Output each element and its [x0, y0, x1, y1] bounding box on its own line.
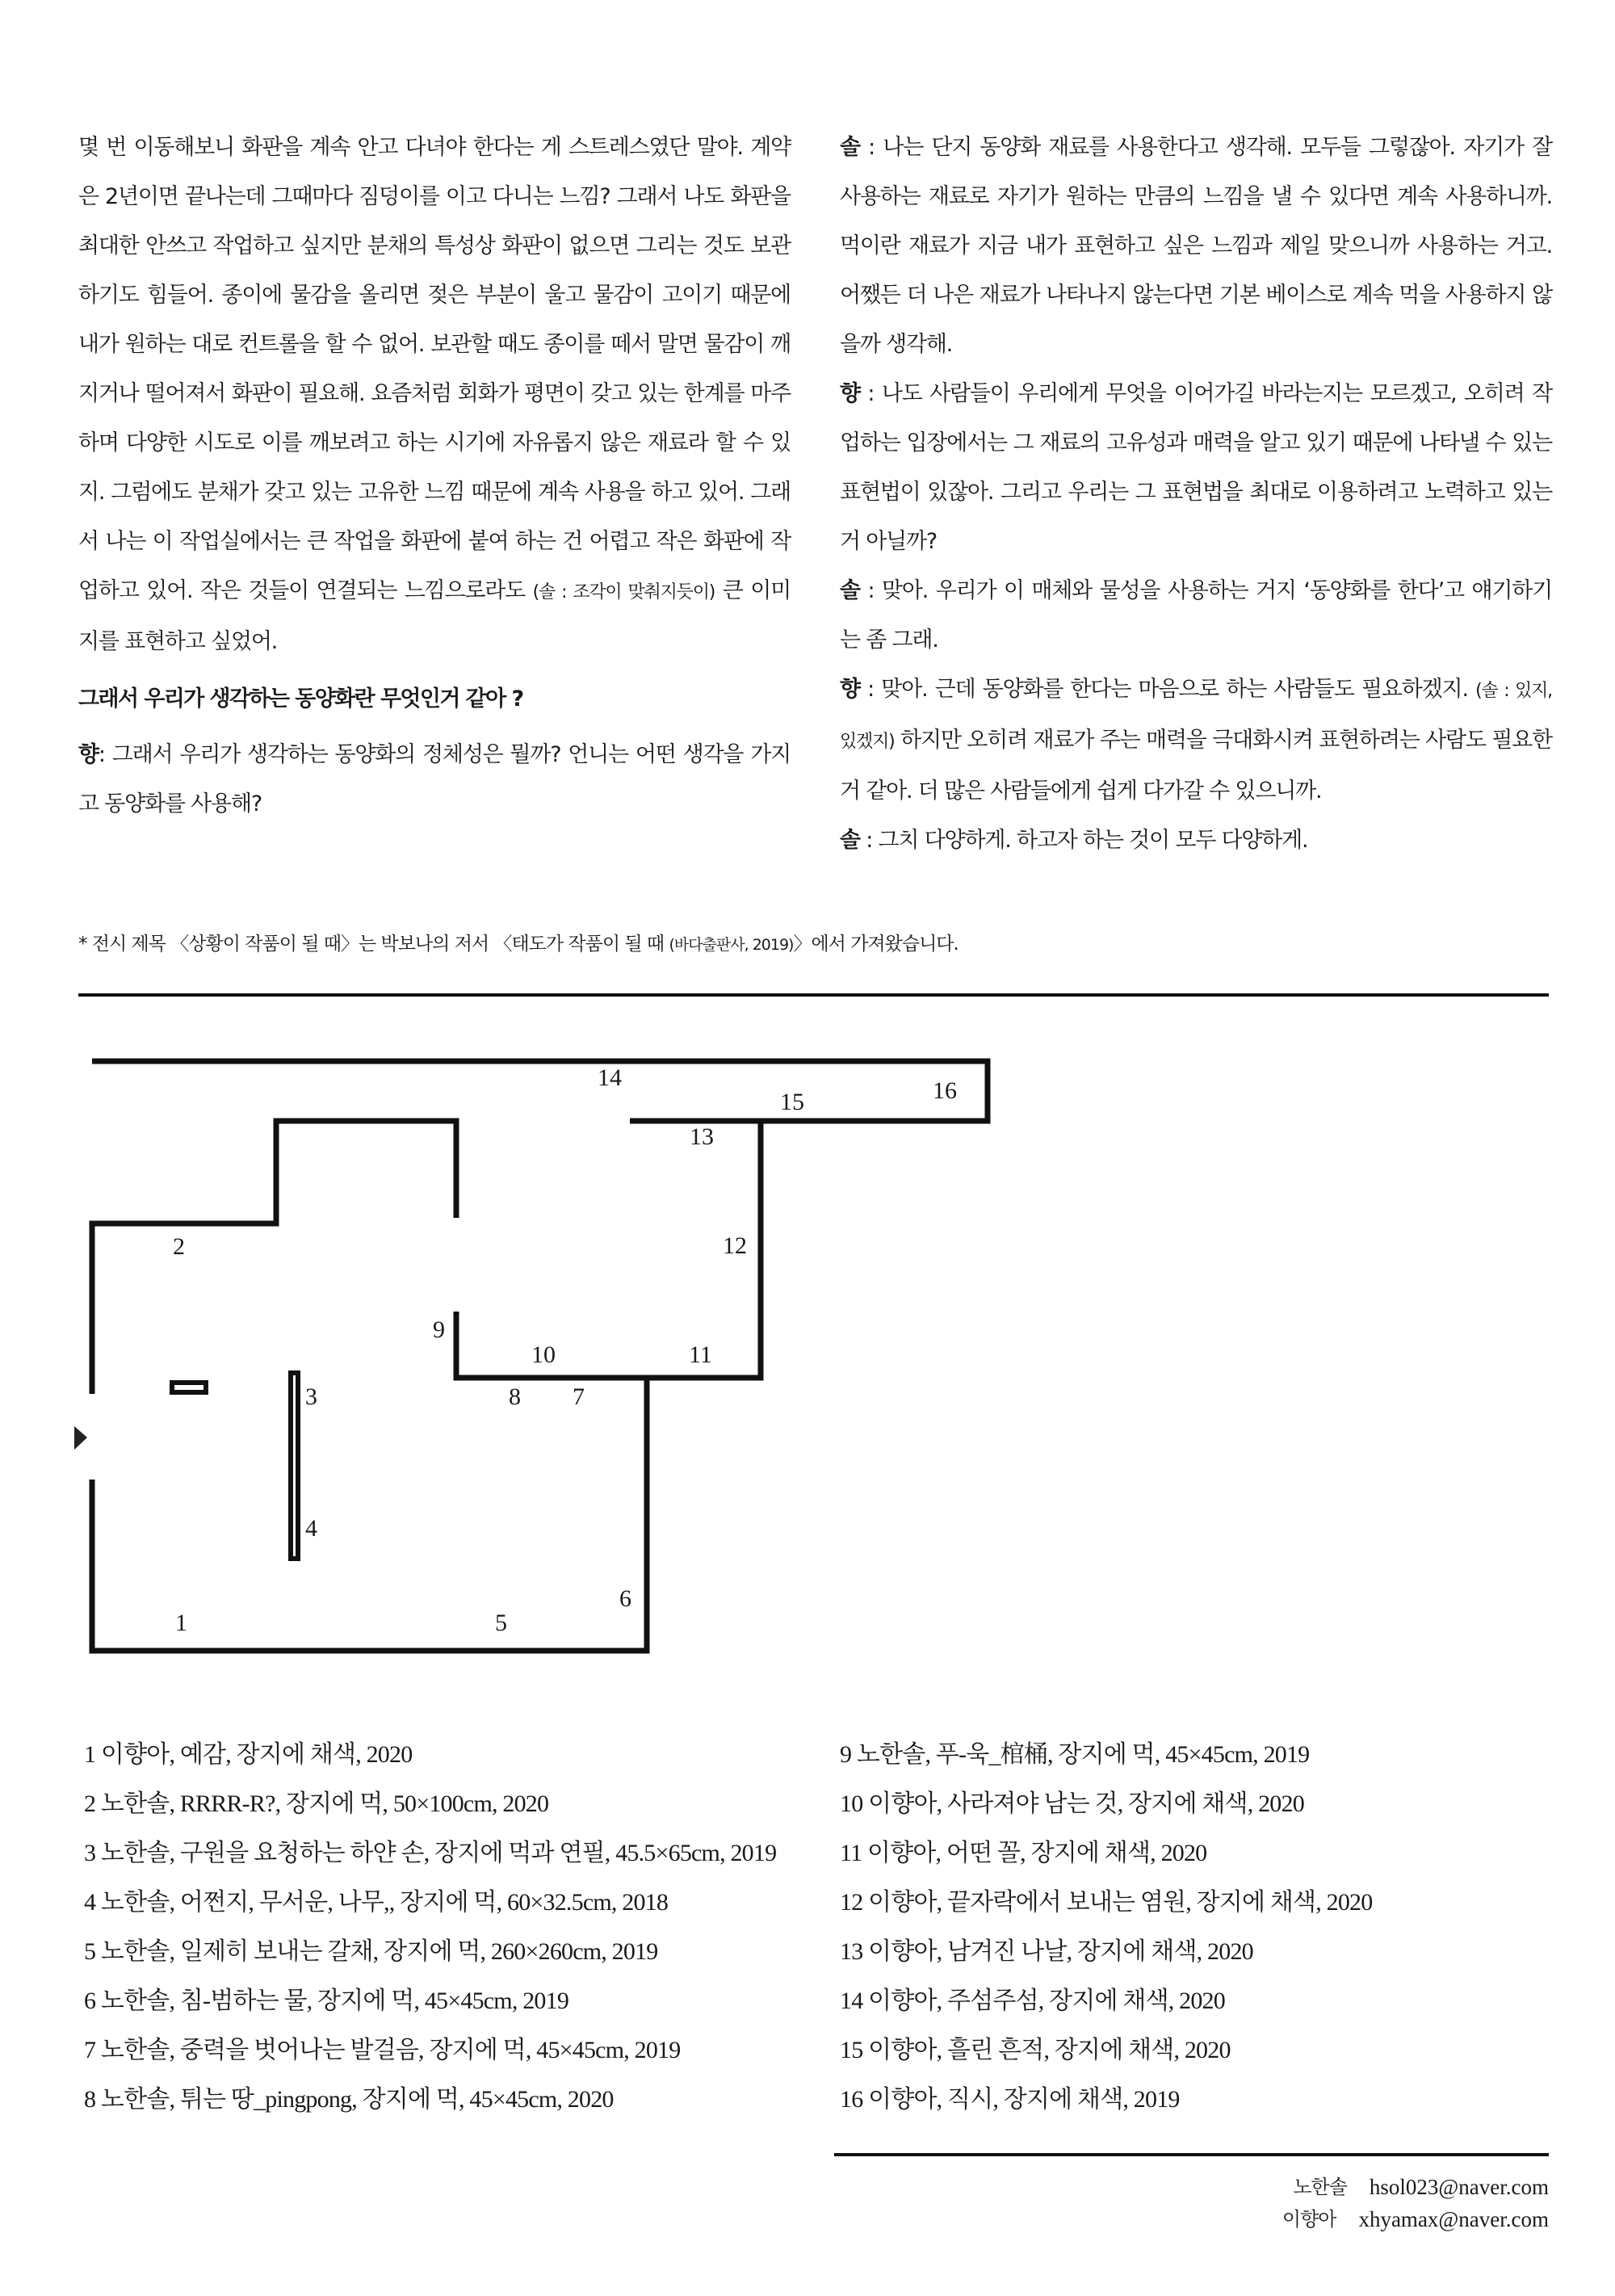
speaker-label: 향 [78, 742, 99, 767]
interview-entry: 솔 : 그치 다양하게. 하고자 하는 것이 모두 다양하게. [840, 828, 1308, 853]
speaker-label: 솔 [840, 828, 860, 853]
interview-aside: (솔 : 있지, 있겠지) [840, 681, 1552, 752]
floor-label-14: 14 [598, 1064, 622, 1091]
interview-entry: 솔 : 나는 단지 동양화 재료를 사용한다고 생각해. 모두들 그렇잖아. 자기가 잘 사용하는 재료로 자기가 원하는 만큼의 느낌을 낼 수 있다면 계속 사용하니까. 먹이란 재료가 지금 내가 표현하고 싶은 느낌과 제일 맞으니까 사용하는 거고. 어쨌든 더 나은 재료가 나타나지 않는다면 기본 베이스로 계속 먹을 사용하지 않을까 생각해. [840, 135, 1552, 357]
floor-label-11: 11 [689, 1341, 712, 1368]
partition-long [291, 1373, 298, 1559]
artwork-item: 8 노한솔, 튀는 땅_pingpong, 장지에 먹, 45×45cm, 2020 [84, 2086, 614, 2113]
interview-aside: (솔 : 조각이 맞춰지듯이) [532, 582, 715, 602]
floor-plan [65, 1034, 1034, 1680]
speaker-label: 솔 [840, 578, 860, 603]
artwork-item: 15 이향아, 흘린 흔적, 장지에 채색, 2020 [840, 2037, 1231, 2063]
artwork-item: 13 이향아, 남겨진 나날, 장지에 채색, 2020 [840, 1938, 1253, 1965]
floor-label-3: 3 [305, 1383, 317, 1410]
interview-entry: 솔 : 맞아. 우리가 이 매체와 물성을 사용하는 거지 ‘동양화를 한다’고 얘기하기는 좀 그래. [840, 578, 1552, 653]
artwork-item: 9 노한솔, 푸-욱_棺桶, 장지에 먹, 45×45cm, 2019 [840, 1741, 1310, 1768]
speaker-label: 향 [840, 677, 860, 702]
floor-label-16: 16 [933, 1077, 957, 1104]
speaker-label: 솔 [840, 135, 860, 160]
section-heading: 그래서 우리가 생각하는 동양화란 무엇인거 같아 ? [78, 686, 523, 711]
floor-label-7: 7 [573, 1383, 585, 1410]
artwork-item: 11 이향아, 어떤 꼴, 장지에 채색, 2020 [840, 1840, 1207, 1866]
contact-divider [834, 2153, 1549, 2156]
artwork-item: 14 이향아, 주섬주섬, 장지에 채색, 2020 [840, 1987, 1225, 2014]
artwork-item: 6 노한솔, 침-범하는 물, 장지에 먹, 45×45cm, 2019 [84, 1987, 569, 2014]
interview-entry: 향 : 맞아. 근데 동양화를 한다는 마음으로 하는 사람들도 필요하겠지. (솔 : 있지, 있겠지) 하지만 오히려 재료가 주는 매력을 극대화시켜 표현하려는 사람도 필요한거 같아. 더 많은 사람들에게 쉽게 다가갈 수 있으니까. [840, 677, 1552, 804]
interview-left-column [78, 123, 791, 829]
floor-label-2: 2 [173, 1233, 185, 1260]
interview-paragraph: 몇 번 이동해보니 화판을 계속 안고 다녀야 한다는 게 스트레스였단 말야. 계약은 2년이면 끝나는데 그때마다 짐덩이를 이고 다니는 느낌? 그래서 나도 화판을 최대한 안쓰고 작업하고 싶지만 분채의 특성상 화판이 없으면 그리는 것도 보관하기도 힘들어. 종이에 물감을 올리면 젖은 부분이 울고 물감이 고이기 때문에 내가 원하는 대로 컨트롤을 할 수 없어. 보관할 때도 종이를 떼서 말면 물감이 깨지거나 떨어져서 화판이 필요해. 요즘처럼 회화가 평면이 갖고 있는 한계를 마주하며 다양한 시도로 이를 깨보려고 하는 시기에 자유롭지 않은 재료라 할 수 있지. 그럼에도 분채가 갖고 있는 고유한 느낌 때문에 계속 사용을 하고 있어. 그래서 나는 이 작업실에서는 큰 작업을 화판에 붙여 하는 건 어렵고 작은 화판에 작업하고 있어. 작은 것들이 연결되는 느낌으로라도 (솔 : 조각이 맞춰지듯이) 큰 이미지를 표현하고 싶었어. [78, 135, 791, 654]
interview-entry: 향 : 나도 사람들이 우리에게 무엇을 이어가길 바라는지는 모르겠고, 오히려 작업하는 입장에서는 그 재료의 고유성과 매력을 알고 있기 때문에 나타낼 수 있는 표현법이 있잖아. 그리고 우리는 그 표현법을 최대로 이용하려고 노력하고 있는 거 아닐까? [840, 381, 1552, 554]
partition-small [172, 1383, 206, 1392]
section-divider [78, 993, 1549, 997]
wall-right-corridor [456, 1121, 761, 1378]
footnote: * 전시 제목 〈상황이 작품이 될 때〉는 박보나의 저서 〈태도가 작품이 될 때 (바다출판사, 2019)〉에서 가져왔습니다. [78, 934, 959, 955]
contact-row [1282, 2171, 1549, 2203]
contact-email[interactable]: xhyamax@naver.com [1358, 2207, 1549, 2231]
floor-label-8: 8 [509, 1383, 521, 1410]
floor-plan-drawing [65, 1034, 1034, 1680]
artwork-item: 3 노한솔, 구원을 요청하는 하얀 손, 장지에 먹과 연필, 45.5×65cm, 2019 [84, 1840, 777, 1866]
artwork-item: 7 노한솔, 중력을 벗어나는 발걸음, 장지에 먹, 45×45cm, 2019 [84, 2037, 681, 2063]
floor-label-9: 9 [433, 1316, 445, 1343]
contact-name: 노한솔 [1293, 2176, 1347, 2198]
contact-block [1282, 2171, 1549, 2235]
interview-question: 향: 그래서 우리가 생각하는 동양화의 정체성은 뭘까? 언니는 어떤 생각을 가지고 동양화를 사용해? [78, 742, 791, 816]
contact-name: 이향아 [1282, 2208, 1336, 2231]
artwork-item: 10 이향아, 사라져야 남는 것, 장지에 채색, 2020 [840, 1790, 1304, 1817]
wall-upper-left [92, 1121, 456, 1394]
artwork-list-right [840, 1730, 1372, 2124]
artwork-item: 12 이향아, 끝자락에서 보내는 염원, 장지에 채색, 2020 [840, 1889, 1373, 1916]
entrance-arrow-icon [74, 1426, 87, 1450]
floor-label-15: 15 [780, 1089, 804, 1115]
floor-label-6: 6 [619, 1585, 631, 1612]
floor-label-1: 1 [175, 1610, 187, 1636]
artwork-item: 16 이향아, 직시, 장지에 채색, 2019 [840, 2086, 1180, 2113]
floor-label-5: 5 [495, 1610, 507, 1636]
artwork-item: 4 노한솔, 어쩐지, 무서운, 나무,, 장지에 먹, 60×32.5cm, 2018 [84, 1889, 669, 1916]
artwork-item: 2 노한솔, RRRR-R?, 장지에 먹, 50×100cm, 2020 [84, 1790, 549, 1817]
contact-row [1282, 2203, 1549, 2235]
floor-label-4: 4 [305, 1515, 317, 1542]
artwork-list-left [84, 1730, 776, 2124]
artwork-item: 5 노한솔, 일제히 보내는 갈채, 장지에 먹, 260×260cm, 2019 [84, 1938, 658, 1965]
wall-top [92, 1061, 988, 1121]
artwork-item: 1 이향아, 예감, 장지에 채색, 2020 [84, 1741, 413, 1768]
floor-label-13: 13 [690, 1123, 714, 1150]
contact-email[interactable]: hsol023@naver.com [1369, 2175, 1549, 2199]
interview-right-column [840, 123, 1552, 865]
floor-label-10: 10 [531, 1341, 556, 1368]
speaker-label: 향 [840, 381, 860, 406]
floor-label-12: 12 [723, 1232, 747, 1259]
